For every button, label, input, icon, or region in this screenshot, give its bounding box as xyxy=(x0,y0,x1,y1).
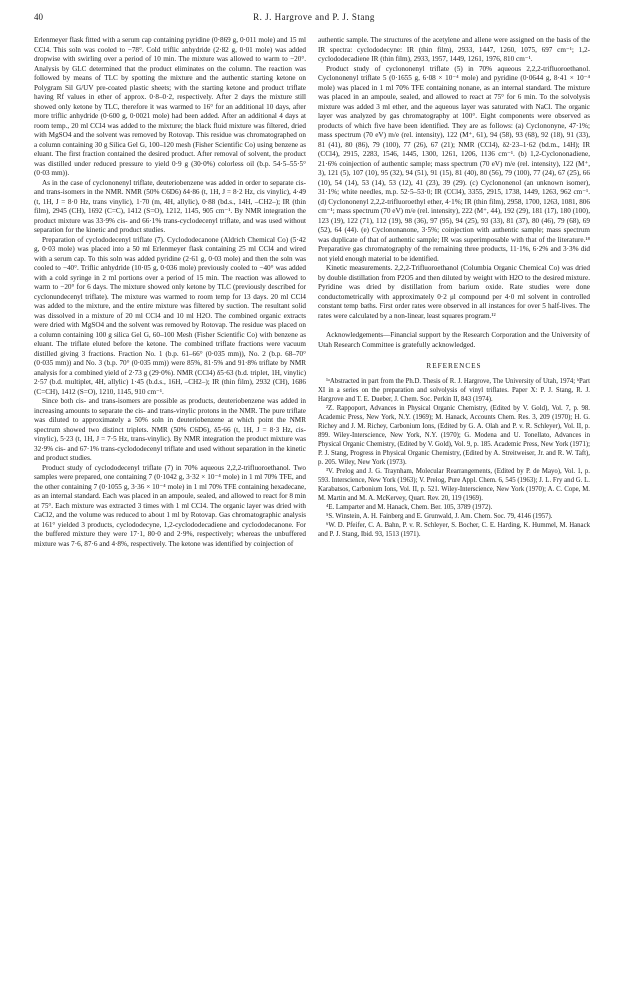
reference-item: ⁶W. D. Pfeifer, C. A. Bahn, P. v. R. Schleyer, S. Bocher, C. E. Harding, K. Hummel, M. Hanack and P. J. Stang, Ibid. 93, 1513 (1971). xyxy=(318,521,590,538)
paragraph: Product study of cyclononenyl triflate (5) in 70% aqueous 2,2,2-trifluoroethanol. Cyclononenyl triflate 5 (0·1655 g, 6·08 × 10⁻⁴ mole) and pyridine (0·0644 g, 8·41 × 10⁻⁴ mole) was placed in 1 ml 70% TFE containing nonane, as an internal standard. The mixture was placed in an ampoule, sealed, and allowed to react at 75° for 6 min. To the solvolysis mixture was added 3 ml ether, and the aqueous layer was saturated with NaCl. The organic layer was analyzed by gas chromatography at 100°. Eight components were observed as products of which five have been identified. They are as follows: (a) Cyclononyne, 47·1%; mass spectrum (70 eV) m/e (rel. intensity), 122 (M⁺, 61), 94 (58), 93 (68), 92 (18), 91 (33), 81 (41), 80 (86), 79 (100), 77 (26), 67 (21); NMR (CCl4), δ2·23–1·62 (bd.m., 14H); IR (CCl4), 2915, 2283, 1546, 1445, 1300, 1261, 1206, 1136 cm⁻¹. (b) 1,2-Cyclononadiene, 21·6% coinjection of authentic sample; mass spectrum (70 eV) m/e (rel. intensity), 122 (M⁺, 3), 121 (5), 107 (10), 95 (32), 94 (51), 91 (15), 81 (40), 80 (56), 79 (100), 77 (24), 67 (25), 66 (10), 54 (14), 53 (14), 53 (12), 41 (23), 39 (29). (c) Cyclononenol (an unknown isomer), 31·1%; white needles, m.p. 52·5–53·0; IR (CCl4), 3355, 2915, 1738, 1449, 1263, 962 cm⁻¹. (d) Cyclononenyl 2,2,2-trifluoroethyl ether, 4·1%; IR (thin film), 2958, 1700, 1263, 1081, 806 cm⁻¹; mass spectrum (70 eV) m/e (rel. intensity), 222 (M⁺, 44), 192 (29), 181 (17), 180 (100), 123 (19), 122 (71), 112 (19), 98 (36), 97 (95), 94 (25), 93 (33), 81 (37), 80 (46), 79 (68), 69 (52), 64 (44). (e) Cyclononanone, 3·5%; coinjection with authentic sample; mass spectrum was duplicate of that of authentic sample; IR was superimposable with that of the literature.¹⁸ Preparative gas chromatography of the remaining three products, 11·1%, 6·2% and 3·3% did not yield enough material to be identified. xyxy=(318,64,590,263)
right-column xyxy=(318,36,590,539)
paragraph: Product study of cyclododecenyl triflate (7) in 70% aqueous 2,2,2-trifluoroethanol. Two samples were prepared, one containing 7 (0·1042 g, 3·32 × 10⁻⁴ mole) in 1 ml 70% TFE, and the other containing 7 (0·1055 g, 3·36 × 10⁻⁴ mole) in 1 ml 70% TFE containing hexadecane, as an internal standard. Each was placed in an ampoule, sealed, and allowed to react for 8 min at 75°. Each mixture was extracted 3 times with 1 ml CCl4. The organic layer was dried with CaCl2, and the volume was reduced to about 1 ml by Rotovap. Gas chromatographic analysis at 161° yielded 3 products, cyclododecyne, 1,2-cyclododecadiene and cyclododecanone. For the buffered mixture they were 17·1, 80·0 and 2·9%, respectively; whereas the unbuffered mixture was 7·6, 87·6 and 4·8%, respectively. The ketone was identified by coinjection of xyxy=(34,463,306,548)
running-title: R. J. Hargrove and P. J. Stang xyxy=(253,12,375,22)
running-header xyxy=(34,12,594,26)
reference-item: ³V. Prelog and J. G. Traynham, Molecular Rearrangements, (Edited by P. de Mayo), Vol. 1, p. 593. Interscience, New York (1963); V. Prelog, Pure Appl. Chem. 6, 545 (1963); J. L. Fry and G. L. Karabatsos, Carbonium Ions, Vol. II, p. 521. Wiley-Interscience, New York (1970); A. C. Cope, M. M. Martin and M. A. McKervey, Quart. Rev. 20, 119 (1969). xyxy=(318,467,590,502)
paragraph: Preparation of cyclododecenyl triflate (7). Cyclododecanone (Aldrich Chemical Co) (5·42 g, 0·03 mole) was placed into a 50 ml Erlenmeyer flask containing 25 ml CCl4 and wired with a serum cap. To this soln was added pyridine (2·61 g, 0·03 mole) and then the soln was cooled to −40°. Triflic anhydride (10·05 g, 0·036 mole) previously cooled to −40° was added with a cold syringe in 2 ml portions over a period of 15 min. The reaction was allowed to warm to −20° for 6 days. The mixture showed only ketone by TLC (previously described for cyclonundecenyl triflate). The mixture was warmed to room temp for 13 days. 20 ml CCl4 was added to the mixture, and the entire mixture was filtered by suction. The resultant solid was dissolved in a mixture of 20 ml CCl4 and 10 ml H2O. The combined organic extracts were dried with MgSO4 and the solvent was removed by Rotovap. The residue was placed on a column containing 100 g silica Gel G, 60–100 Mesh (Fisher Scientific Co) with benzene as eluant. The triflate eluted before the ketone. The combined triflate fractions were vacuum distilled giving 3 fractions. Fraction No. 1 (b.p. 61–66° (0·035 mm)), No. 2 (b.p. 68–70° (0·035 mm)) and No. 3 (b.p. 70° (0·035 mm)) were 85%, 81·5% and 91·8% triflate by NMR analysis for a combined yield of 2·73 g (29·0%). NMR (CCl4) δ5·63 (b.d. triplet, 1H, vinylic) 2·57 (b.d. multiplet, 4H, allylic) 1·45 (b.d.s., 16H, –CH2–); IR (thin film), 2932 (CH), 1686 (C=CH), 1412 (S=O), 1210, 1145, 910 cm⁻¹. xyxy=(34,235,306,396)
paragraph: authentic sample. The structures of the acetylene and allene were assigned on the basis of the IR spectra: cyclododecyne: IR (thin film), 2933, 1447, 1260, 1075, 697 cm⁻¹; 1,2-cyclododecadiene IR (thin film), 2933, 1957, 1449, 1261, 1976, 810 cm⁻¹. xyxy=(318,36,590,63)
reference-item: ⁵S. Winstein, A. H. Fainberg and E. Grunwald, J. Am. Chem. Soc. 79, 4146 (1957). xyxy=(326,512,553,520)
reference-item: ⁴E. Lamparter and M. Hanack, Chem. Ber. 105, 3789 (1972). xyxy=(326,503,493,511)
left-column xyxy=(34,36,306,549)
paragraph: Erlenmeyer flask fitted with a serum cap containing pyridine (0·869 g, 0·011 mole) and 15 ml CCl4. This soln was cooled to −78°. Cold triflic anhydride (2·82 g, 0·01 mole) was added dropwise with swirling over a period of 10 min. The mixture was allowed to warm to −20°. Analysis by GLC determined that the product eliminates on the column. The reaction was followed by means of TLC by spotting the mixture and the authentic starting ketone on Polygram Sil G/UV pre-coated plastic sheets; with the starting ketone and product triflate having Rf values in ether of approx. 0·8–0·2, respectively. After 2 days the mixture still showed only ketone by TLC, therefore it was warmed to 16° for an additional 10 days, after more triflic anhydride (0·600 g, 0·0021 mole) had been added. After an additional 4 days at room temp., 20 ml CCl4 was added to the mixture; the black fluid mixture was filtered, dried with MgSO4 and the solvent was removed by Rotovap. This residue was chromatographed on a column containing 30 g Silica Gel G, 100–120 mesh (Fisher Scientific Co) using benzene as eluant. The first fraction contained the desired product. After removal of solvent, the product was distilled under reduced pressure to yield 0·9 g (30·0%) colorless oil (b.p. 54·5–55·5° (0·03 mm)). xyxy=(34,36,306,177)
references-heading: REFERENCES xyxy=(426,362,482,370)
page-number: 40 xyxy=(34,12,43,22)
reference-item: ¹ᵃAbstracted in part from the Ph.D. Thesis of R. J. Hargrove, The University of Utah, 1974; ᵇPart XI in a series on the preparation and solvolysis of vinyl triflates. Paper X: P. J. Stang, R. J. Hargrove and T. E. Dueber, J. Chem. Soc. Perkin II, 843 (1974). xyxy=(318,377,590,403)
paragraph: As in the case of cyclononenyl triflate, deuteriobenzene was added in order to separate cis- and trans-isomers in the NMR. NMR (50% C6D6) δ4·86 (t, 1H, J = 8·2 Hz, cis vinylic), 4·49 (t, 1H, J = 8·0 Hz, trans vinylic), 1·70 (m, 4H, allylic), 0·88 (bd.s., 14H, –CH2–); IR (thin film), 2945 (CH), 1692 (C=C), 1412 (S=O), 1212, 1145, 905 cm⁻¹. By NMR integration the product mixture was 33·9% cis- and 66·1% trans-cyclodecenyl triflate, and was used without separation for the kinetic and product studies. xyxy=(34,178,306,234)
reference-item: ²Z. Rappoport, Advances in Physical Organic Chemistry, (Edited by V. Gold), Vol. 7, p. 98. Academic Press, New York, N.Y. (1969); M. Hanack, Accounts Chem. Res. 3, 209 (1970); H. G. Richey and J. M. Richey, Carbonium Ions, (Edited by G. A. Olah and P. v. R. Schleyer), Vol. II, p. 899. Wiley-Interscience, New York, N.Y. (1970); G. Modena and U. Tonellato, Advances in Physical Organic Chemistry, (Edited by V. Gold), Vol. 9, p. 185. Academic Press, New York (1971); P. J. Stang, Progress in Physical Organic Chemistry, (Edited by A. Streitweiser, Jr. and R. W. Taft), p. 205. Wiley, New York (1973). xyxy=(318,404,590,466)
paragraph: Kinetic measurements. 2,2,2-Trifluoroethanol (Columbia Organic Chemical Co) was dried by double distillation from P2O5 and then diluted by weight with H2O to the desired mixture. Pyridine was dried by distillation from barium oxide. Rate studies were done conductometrically with approximately 0·2 μl compound per 4·0 ml solvent in controlled constant temp baths. First order rates were observed in all instances for over 5 half-lives. The rates were calculated by a non-linear, least squares program.¹² xyxy=(318,264,590,320)
paragraph: Since both cis- and trans-isomers are possible as products, deuteriobenzene was added in increasing amounts to separate the cis- and trans-vinylic protons in the NMR. The pure triflate was diluted to approximately a 50% soln in deuteriobenzene at which point the NMR spectrum showed two distinct triplets. NMR (50% C6D6), δ5·66 (t, 1H, J = 8·3 Hz, cis-vinylic), 5·23 (t, 1H, J = 7·5 Hz, trans-vinylic). By NMR integration the product mixture was 32·9% cis- and 67·1% trans-cyclododecenyl triflate and used without separation in the kinetic and product studies. xyxy=(34,397,306,462)
acknowledgements: Acknowledgements—Financial support by the Research Corporation and the University of Utah Research Committee is gratefully acknowledged. xyxy=(318,331,590,349)
